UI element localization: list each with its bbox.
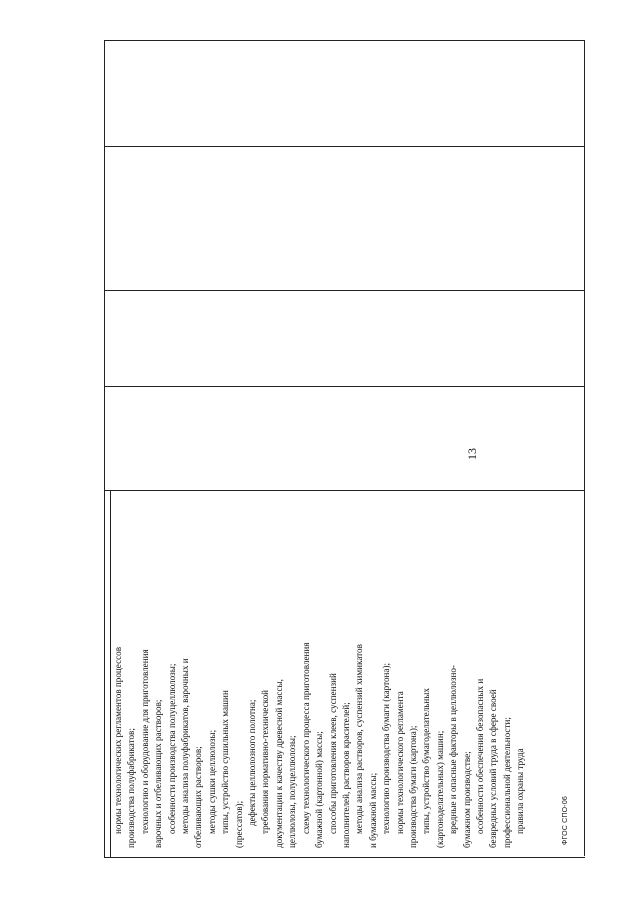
text-line: (прессатов); — [233, 800, 244, 848]
text-line: варочных и отбеливающих растворов; — [153, 699, 164, 848]
text-line: технологию и оборудование для приготовления — [139, 649, 150, 834]
text-line: производства бумаги (картона); — [407, 725, 418, 848]
text-line: производства полуфабрикатов; — [126, 728, 137, 848]
text-line: особенности обеспечения безопасных и — [474, 678, 485, 834]
text-line: особенности производства полуцеллюлозы; — [166, 663, 177, 834]
text-line: вредные и опасные факторы в целлюлозно- — [448, 665, 459, 834]
text-line: схему технологического процесса приготовления — [300, 642, 311, 834]
text-line: методы анализа растворов, суспензий химикатов — [354, 644, 365, 834]
text-line: дефекты целлюлозного полотна; — [247, 699, 258, 826]
text-line: и бумажной массы; — [367, 772, 378, 848]
table-border-left — [104, 40, 105, 858]
text-line: типы, устройство сушильных машин — [220, 690, 231, 834]
text-line: требования нормативно-технической — [260, 689, 271, 834]
text-line: бумажном производстве; — [461, 751, 472, 848]
table-border-right — [584, 40, 585, 856]
competency-knowledge-list — [110, 490, 584, 852]
table-row-divider-1 — [104, 146, 585, 147]
text-line: технологию производства бумаги (картона); — [381, 662, 392, 834]
text-line: профессиональной деятельности; — [501, 717, 512, 848]
text-line: бумажной (картонной) массы; — [314, 731, 325, 848]
text-line: отбеливающих растворов; — [193, 746, 204, 848]
text-line: методы сушки целлюлозы; — [206, 729, 217, 834]
text-line: способы приготовления клеев, суспензий — [327, 673, 338, 834]
table-row-divider-3 — [104, 386, 585, 387]
footer-document-code: ФГОС СПО-06 — [562, 795, 569, 845]
table-border-bottom — [104, 857, 585, 858]
table-border-top — [104, 40, 585, 41]
page-number: 13 — [465, 448, 479, 460]
text-line: (картоноделательных) машин; — [434, 730, 445, 848]
text-line: методы анализа полуфабрикатов, варочных и — [180, 658, 191, 834]
text-line: правила охраны труда — [515, 748, 526, 834]
text-line: нормы технологических регламентов процессов — [113, 646, 123, 834]
text-line: нормы технологического регламента — [394, 691, 405, 834]
table-row-divider-2 — [104, 290, 585, 291]
text-line: документации к качеству древесной массы, — [273, 679, 284, 848]
text-line: целлюлозы, полуцеллюлозы; — [287, 735, 298, 848]
text-line: безвредных условий труда в сфере своей — [488, 689, 499, 848]
text-line: наполнителей, растворов красителей; — [340, 702, 351, 848]
text-line: типы, устройство бумагоделательных — [421, 688, 432, 834]
